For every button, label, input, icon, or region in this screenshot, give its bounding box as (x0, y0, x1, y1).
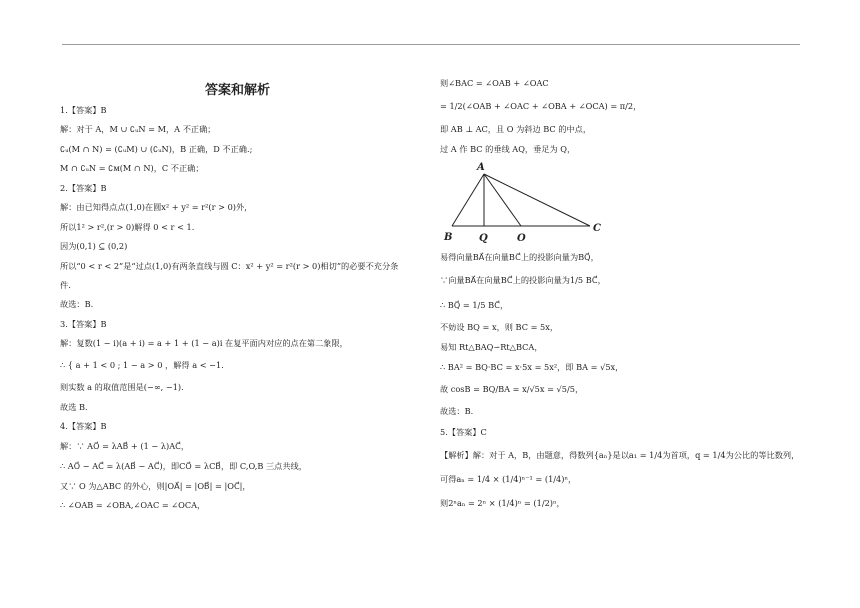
q3-answer: 3.【答案】B (60, 319, 107, 329)
q1-line: 解：对于 A，M ∪ ∁ᵤN = M，A 不正确； (60, 124, 216, 134)
header-rule (62, 44, 800, 45)
q4-line: 故选：B. (440, 406, 474, 416)
q5-line: 可得aₙ = 1/4 × (1/4)ⁿ⁻¹ = (1/4)ⁿ， (440, 474, 577, 484)
q4-line: 解：∵ AO⃗ = λAB⃗ + (1 − λ)AC⃗， (60, 441, 190, 451)
q2-line: 故选：B. (60, 299, 94, 309)
q2-answer: 2.【答案】B (60, 183, 107, 193)
q4-line: ∵向量BA⃗在向量BC⃗上的投影向量为1/5 BC⃗， (440, 275, 606, 285)
q4-line: 故 cosB = BQ/BA = x/√5x = √5/5， (440, 384, 584, 394)
q4-line: 则∠BAC = ∠OAB + ∠OAC (440, 78, 549, 88)
q4-answer: 4.【答案】B (60, 421, 107, 431)
label-b: B (444, 232, 453, 243)
triangle-diagram (440, 158, 610, 246)
q5-line: 则2ⁿaₙ = 2ⁿ × (1/4)ⁿ = (1/2)ⁿ， (440, 498, 565, 508)
q4-line: 又∵ O 为△ABC 的外心，则|OA⃗| = |OB⃗| = |OC⃗|， (60, 481, 251, 491)
q5-answer: 5.【答案】C (440, 427, 487, 437)
q3-line: ∴ { a + 1 < 0 ; 1 − a > 0 ，解得 a < −1. (60, 360, 224, 370)
q3-line: 则实数 a 的取值范围是(−∞, −1). (60, 382, 184, 392)
q2-line: 所以“0 < r < 2”是“过点(1,0)有两条直线与圆 C：x² + y² = r²(r > 0)相切”的必要不充分条 (60, 261, 399, 271)
q4-line: 过 A 作 BC 的垂线 AQ，垂足为 Q， (440, 144, 576, 154)
q1-line: ∁ᵤ(M ∩ N) = (∁ᵤM) ∪ (∁ᵤN)，B 正确，D 不正确.; (60, 144, 253, 154)
label-a: A (477, 162, 485, 173)
q1-line: M ∩ ∁ᵤN = ∁ᴍ(M ∩ N)，C 不正确； (60, 163, 204, 173)
q4-line: ∴ AO⃗ − AC⃗ = λ(AB⃗ − AC⃗)，即CO⃗ = λCB⃗，即 C,O,B 三点共线， (60, 461, 307, 471)
q2-line: 因为(0,1) ⊆ (0,2) (60, 241, 128, 251)
q2-line: 所以1² > r²,(r > 0)解得 0 < r < 1. (60, 222, 195, 232)
q4-line: 易得向量BA⃗在向量BC⃗上的投影向量为BQ⃗， (440, 252, 599, 262)
page-title: 答案和解析 (205, 83, 271, 98)
q4-line: 即 AB ⊥ AC，且 O 为斜边 BC 的中点， (440, 124, 592, 134)
q1-answer: 1.【答案】B (60, 105, 107, 115)
label-q: Q (479, 233, 488, 244)
label-o: O (517, 233, 526, 244)
q4-line: = 1/2(∠OAB + ∠OAC + ∠OBA + ∠OCA) = π/2， (440, 101, 642, 111)
q4-line: 易知 Rt△BAQ∽Rt△BCA， (440, 342, 543, 352)
q2-line: 件. (60, 280, 71, 290)
q4-line: ∴ BA² = BQ·BC = x·5x = 5x²，即 BA = √5x， (440, 362, 624, 372)
q4-line: ∴ BQ⃗ = 1/5 BC⃗， (440, 300, 509, 310)
q4-line: ∴ ∠OAB = ∠OBA,∠OAC = ∠OCA， (60, 500, 206, 510)
q3-line: 故选 B. (60, 402, 88, 412)
label-c: C (593, 223, 601, 234)
q2-line: 解：由已知得点点(1,0)在圆x² + y² = r²(r > 0)外， (60, 202, 253, 212)
q5-line: 【解析】解：对于 A，B，由题意，得数列{aₙ}是以a₁ = 1/4为首项，q = 1/4为公比的等比数列， (440, 450, 800, 460)
q3-line: 解：复数(1 − i)(a + i) = a + 1 + (1 − a)i 在复平面内对应的点在第二象限， (60, 338, 348, 348)
q4-line: 不妨设 BQ = x，则 BC = 5x， (440, 322, 559, 332)
triangle-figure (440, 158, 610, 246)
